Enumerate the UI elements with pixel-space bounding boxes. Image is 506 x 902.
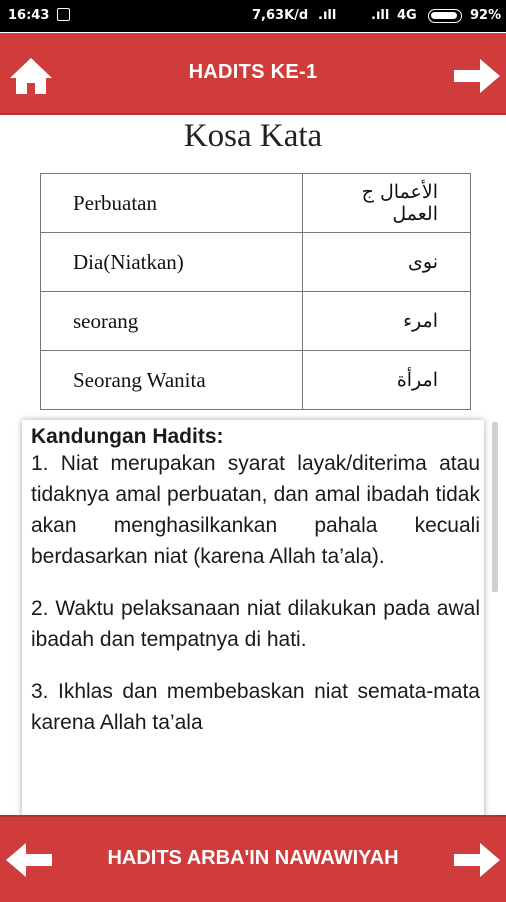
term-cell: Dia(Niatkan) <box>41 233 303 292</box>
page-title: HADITS KE-1 <box>188 61 318 83</box>
kandungan-point: 3. Ikhlas dan membebaskan niat semata-mata karena Allah ta’ala <box>31 680 480 734</box>
status-time: 16:43 <box>8 8 50 23</box>
table-row <box>41 351 471 410</box>
app-title[interactable]: HADITS ARBA'IN NAWAWIYAH <box>107 847 399 869</box>
gallery-notification-icon <box>57 8 70 21</box>
battery-percent: 92% <box>470 8 502 23</box>
term-cell: seorang <box>41 292 303 351</box>
next-arrow-icon[interactable] <box>452 57 502 95</box>
arabic-cell: امرأة <box>303 351 471 410</box>
arabic-cell: نوى <box>303 233 471 292</box>
kandungan-point: 2. Waktu pelaksanaan niat dilakukan pada awal ibadah dan tempatnya di hati. <box>31 597 480 651</box>
status-bar <box>0 0 506 32</box>
table-row <box>41 233 471 292</box>
battery-icon <box>428 9 462 23</box>
signal-icon: .ıll <box>318 8 337 23</box>
next-arrow-icon[interactable] <box>452 841 502 879</box>
kandungan-heading: Kandungan Hadits: <box>31 425 224 448</box>
term-cell: Seorang Wanita <box>41 351 303 410</box>
arabic-cell: امرء <box>303 292 471 351</box>
network-speed: 7,63K/d <box>252 8 309 23</box>
arabic-cell: الأعمال ج العمل <box>303 174 471 233</box>
kandungan-point: 1. Niat merupakan syarat layak/diterima atau tidaknya amal perbuatan, dan amal ibadah tidak akan menghasilkankan pahala kecuali berdasarkan niat (karena Allah ta’ala). <box>31 452 480 568</box>
scrollbar[interactable] <box>492 422 498 592</box>
table-row <box>41 292 471 351</box>
section-title: Kosa Kata <box>183 118 323 154</box>
term-cell: Perbuatan <box>41 174 303 233</box>
vocabulary-table <box>40 173 471 410</box>
table-row <box>41 174 471 233</box>
bottom-nav-bar <box>0 815 506 902</box>
top-app-bar <box>0 33 506 115</box>
network-type: 4G <box>397 8 417 23</box>
signal-icon: .ıll <box>371 8 390 23</box>
kandungan-card[interactable] <box>22 420 484 820</box>
